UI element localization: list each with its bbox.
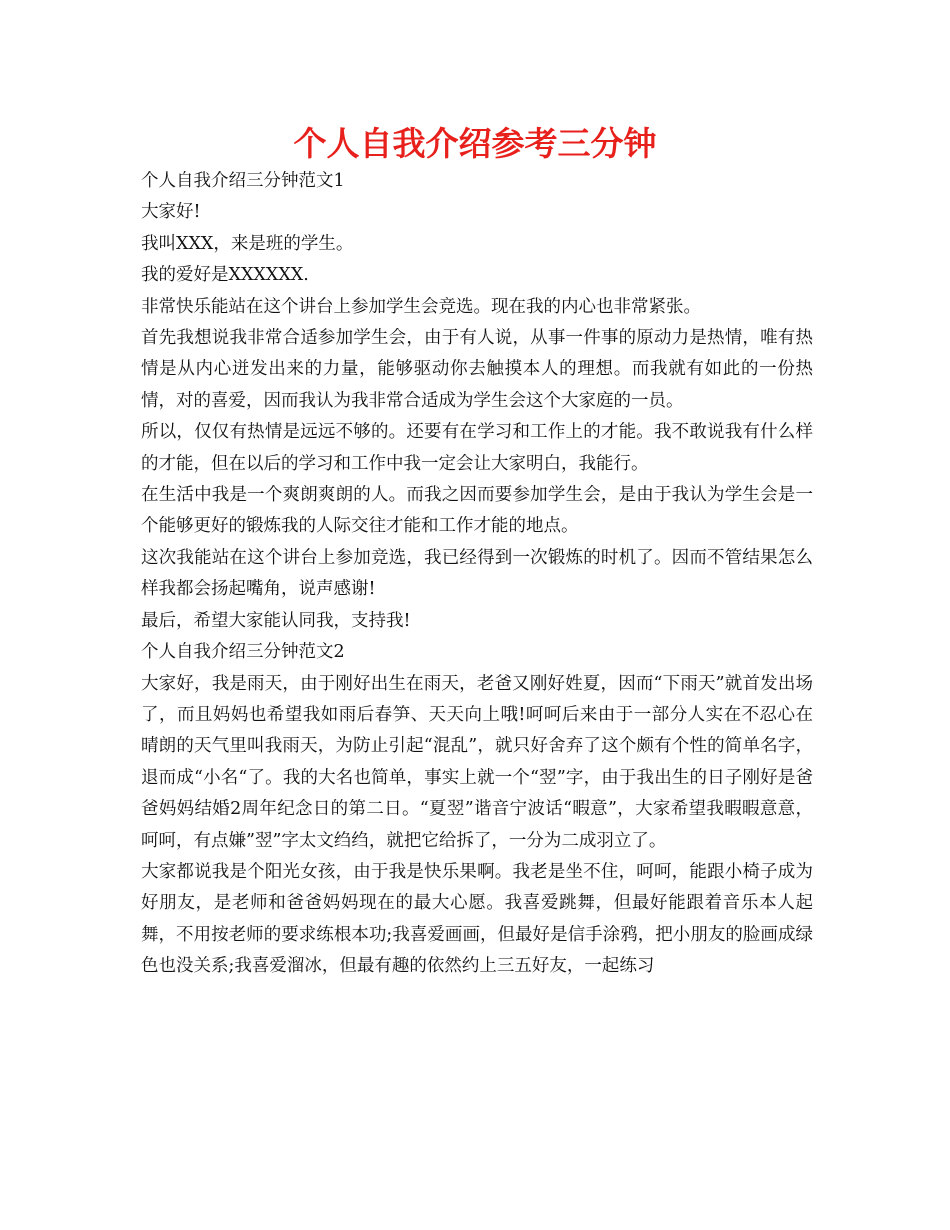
paragraph: 首先我想说我非常合适参加学生会，由于有人说，从事一件事的原动力是热情，唯有热情是从内心迸发出来的力量，能够驱动你去触摸本人的理想。而我就有如此的一份热情，对的喜爱，因而我认为我非常合适成为学生会这个大家庭的一员。 [141,328,813,411]
paragraph: 大家好! [141,202,201,223]
paragraph: 大家好，我是雨天，由于刚好出生在雨天，老爸又刚好姓夏，因而“下雨天”就首发出场了，而且妈妈也希望我如雨后春笋、天天向上哦!呵呵后来由于一部分人实在不忍心在晴朗的天气里叫我雨天，为防止引起“混乱”，就只好舍弃了这个颇有个性的简单名字，退而成“小名“了。我的大名也简单，事实上就一个“翌”字，由于我出生的日子刚好是爸爸妈妈结婚2周年纪念日的第二日。“夏翌”谐音宁波话“暇意”，大家希望我暇暇意意，呵呵，有点嫌”翌”字太文绉绉，就把它给拆了，一分为二成羽立了。 [141,673,813,851]
section-heading-1: 个人自我介绍三分钟范文1 [141,171,345,191]
document-body [141,166,813,983]
paragraph: 最后，希望大家能认同我，支持我! [141,610,411,631]
paragraph: 非常快乐能站在这个讲台上参加学生会竞选。现在我的内心也非常紧张。 [141,296,701,317]
paragraph: 我的爱好是XXXXXX. [141,265,309,286]
document-title: 个人自我介绍参考三分钟 [293,124,657,163]
paragraph: 在生活中我是一个爽朗爽朗的人。而我之因而要参加学生会，是由于我认为学生会是一个能够更好的锻炼我的人际交往才能和工作才能的地点。 [141,485,813,537]
section-heading-2: 个人自我介绍三分钟范文2 [141,642,345,663]
paragraph: 这次我能站在这个讲台上参加竞选，我已经得到一次锻炼的时机了。因而不管结果怎么样我都会扬起嘴角，说声感谢! [141,547,813,600]
paragraph: 所以，仅仅有热情是远远不够的。还要有在学习和工作上的才能。我不敢说我有什么样的才能，但在以后的学习和工作中我一定会让大家明白，我能行。 [141,422,813,474]
paragraph: 大家都说我是个阳光女孩，由于我是快乐果啊。我老是坐不住，呵呵，能跟小椅子成为好朋友，是老师和爸爸妈妈现在的最大心愿。我喜爱跳舞，但最好能跟着音乐本人起舞，不用按老师的要求练根本功;我喜爱画画，但最好是信手涂鸦，把小朋友的脸画成绿色也没关系;我喜爱溜冰，但最有趣的依然约上三五好友，一起练习 [141,861,813,977]
paragraph: 我叫XXX，来是班的学生。 [141,233,354,254]
